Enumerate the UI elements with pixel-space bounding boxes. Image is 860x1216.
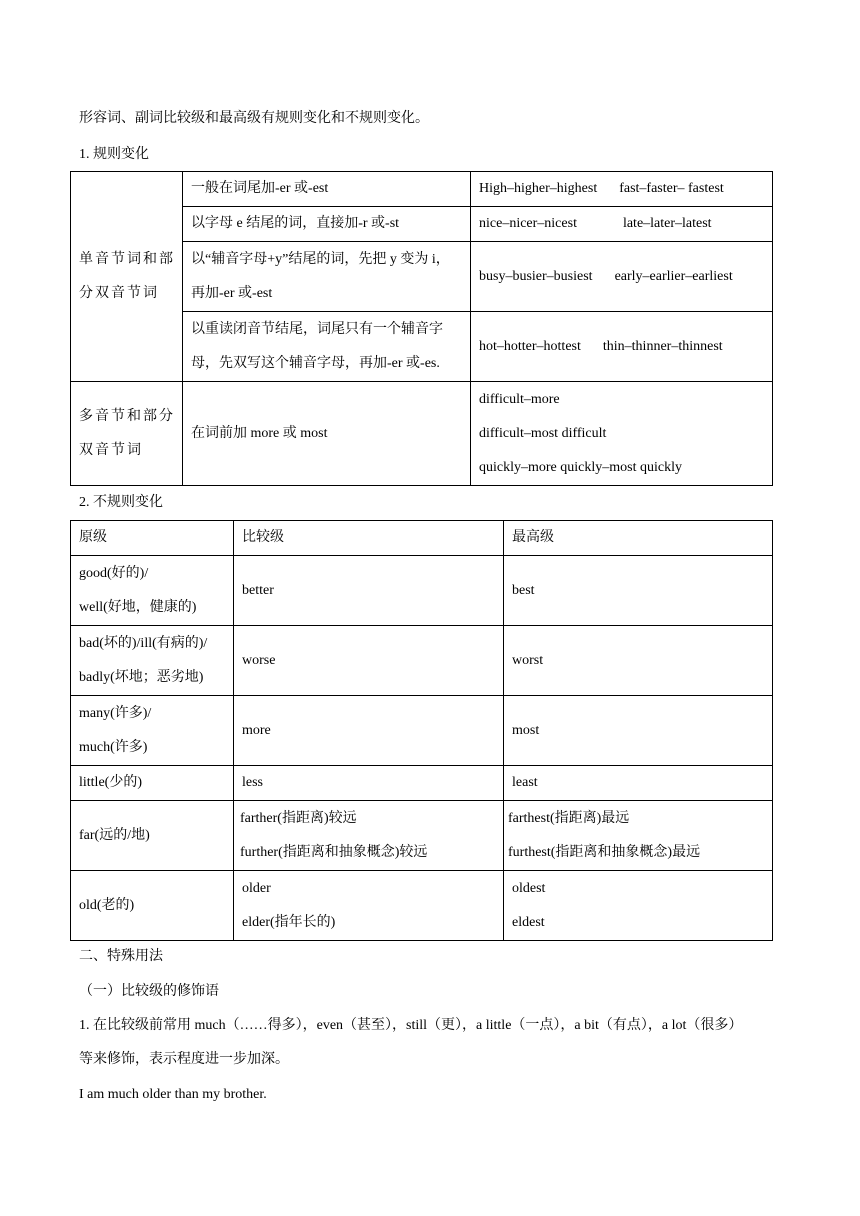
example-text: difficult–most difficult <box>479 425 607 441</box>
examples-cell <box>471 207 773 242</box>
superlative-text: furthest(指距离和抽象概念)最远 <box>508 844 701 860</box>
comparative-text: older <box>242 880 271 896</box>
rule-text: 以重读闭音节结尾，词尾只有一个辅音字 <box>191 321 443 337</box>
example-text: busy–busier–busiest <box>479 268 593 284</box>
irregular-table <box>70 520 773 941</box>
irregular-heading: 2. 不规则变化 <box>79 495 163 510</box>
rule-text: 以字母 e 结尾的词，直接加-r 或-st <box>191 216 400 231</box>
table-row <box>71 766 773 801</box>
base-text: badly(坏地；恶劣地) <box>79 669 204 685</box>
group1-label-line: 分双音节词 <box>79 285 159 301</box>
superlative-cell <box>504 871 773 941</box>
section-title: 二、特殊用法 <box>79 949 163 964</box>
table-row <box>71 801 773 871</box>
examples-cell <box>471 382 773 486</box>
comparative-cell: worse <box>234 626 504 696</box>
superlative-cell: most <box>504 696 773 766</box>
intro-text: 形容词、副词比较级和最高级有规则变化和不规则变化。 <box>79 111 429 126</box>
rule-cell <box>183 242 471 312</box>
example-text: difficult–more <box>479 391 560 407</box>
base-text: many(许多)/ <box>79 705 152 721</box>
comparative-cell: less <box>234 766 504 801</box>
table-row <box>71 871 773 941</box>
examples-cell <box>471 242 773 312</box>
group2-label-cell <box>71 382 183 486</box>
example-sentence: I am much older than my brother. <box>79 1087 267 1102</box>
example-text: early–earlier–earliest <box>614 268 733 284</box>
base-cell: far(远的/地) <box>71 801 234 871</box>
examples-cell <box>471 172 773 207</box>
examples-cell <box>471 312 773 382</box>
base-cell: little(少的) <box>71 766 234 801</box>
group2-label-line: 双音节词 <box>79 442 143 458</box>
superlative-text: farthest(指距离)最远 <box>508 810 630 826</box>
example-text: hot–hotter–hottest <box>479 338 581 354</box>
rule-text: 再加-er 或-est <box>191 285 273 301</box>
table-row <box>71 556 773 626</box>
table-row <box>71 626 773 696</box>
superlative-text: eldest <box>512 914 545 930</box>
column-header: 比较级 <box>234 521 504 556</box>
base-cell <box>71 696 234 766</box>
example-text: thin–thinner–thinnest <box>602 338 723 354</box>
rule-cell <box>183 382 471 486</box>
group1-label-cell <box>71 172 183 382</box>
superlative-text: oldest <box>512 880 546 896</box>
table-row <box>71 382 773 486</box>
comparative-text: elder(指年长的) <box>242 914 336 930</box>
superlative-cell <box>504 801 773 871</box>
group1-label-line: 单音节词和部 <box>79 251 175 267</box>
paragraph-line: 1. 在比较级前常用 much（……得多），even（甚至），still（更），a little（一点），a bit（有点），a lot（很多） <box>79 1018 743 1033</box>
comparative-cell: more <box>234 696 504 766</box>
rule-text: 母，先双写这个辅音字母，再加-er 或-es. <box>191 355 440 371</box>
table-row <box>71 696 773 766</box>
table-header-row <box>71 521 773 556</box>
comparative-text: farther(指距离)较远 <box>240 810 357 826</box>
base-cell: old(老的) <box>71 871 234 941</box>
comparative-text: further(指距离和抽象概念)较远 <box>240 844 428 860</box>
regular-table <box>70 171 773 486</box>
rule-cell <box>183 207 471 242</box>
comparative-cell <box>234 801 504 871</box>
base-text: bad(坏的)/ill(有病的)/ <box>79 635 208 651</box>
superlative-cell: worst <box>504 626 773 696</box>
base-cell <box>71 626 234 696</box>
rule-cell <box>183 312 471 382</box>
column-header: 原级 <box>71 521 234 556</box>
rule-cell <box>183 172 471 207</box>
table-row <box>71 172 773 207</box>
comparative-cell <box>234 871 504 941</box>
example-text: quickly–more quickly–most quickly <box>479 459 682 475</box>
rule-text: 在词前加 more 或 most <box>191 425 328 441</box>
group2-label-line: 多音节和部分 <box>79 408 175 424</box>
base-cell <box>71 556 234 626</box>
base-text: much(许多) <box>79 739 148 755</box>
example-text: nice–nicer–nicest <box>479 216 577 231</box>
example-text: fast–faster– fastest <box>619 181 724 196</box>
subsection-title: （一）比较级的修饰语 <box>79 984 219 999</box>
comparative-cell: better <box>234 556 504 626</box>
column-header: 最高级 <box>504 521 773 556</box>
base-text: good(好的)/ <box>79 565 149 581</box>
superlative-cell: least <box>504 766 773 801</box>
superlative-cell: best <box>504 556 773 626</box>
paragraph-line: 等来修饰，表示程度进一步加深。 <box>79 1052 289 1067</box>
example-text: late–later–latest <box>622 216 712 231</box>
example-text: High–higher–highest <box>479 181 598 196</box>
rule-text: 以“辅音字母+y”结尾的词，先把 y 变为 i， <box>191 251 450 267</box>
rule-text: 一般在词尾加-er 或-est <box>191 181 329 196</box>
regular-heading: 1. 规则变化 <box>79 147 149 162</box>
base-text: well(好地，健康的) <box>79 599 197 615</box>
